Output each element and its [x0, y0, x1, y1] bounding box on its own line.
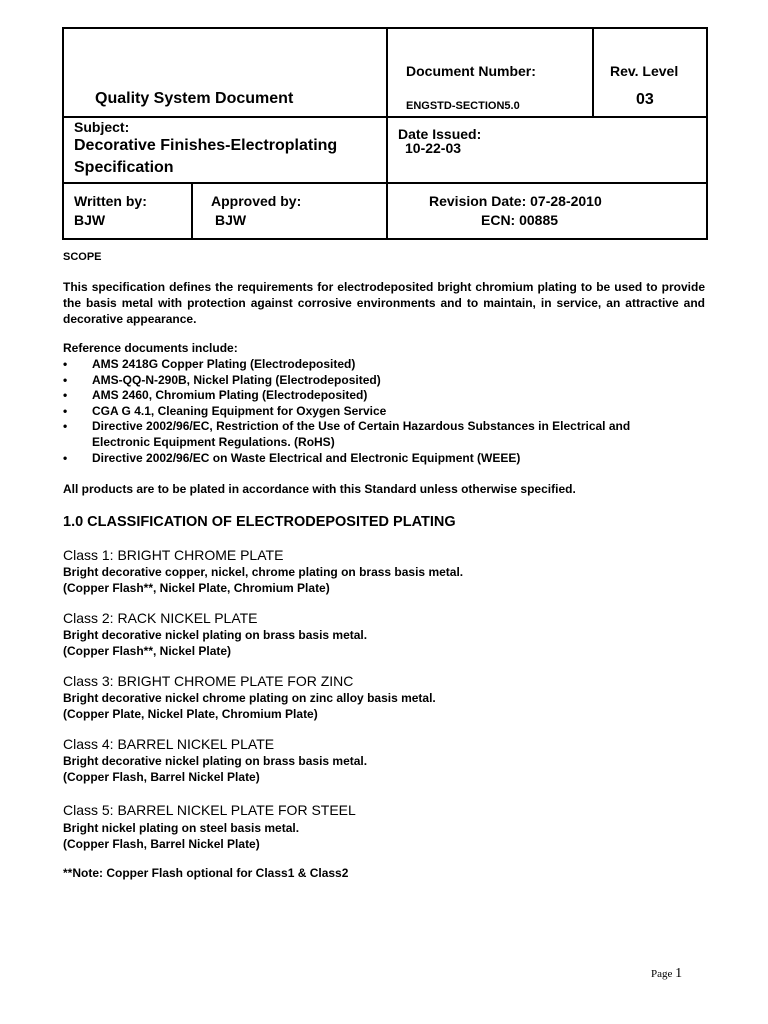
- header-divider-1: [64, 116, 706, 118]
- reference-text: AMS 2418G Copper Plating (Electrodeposited): [92, 357, 356, 371]
- bullet-icon: •: [63, 419, 68, 434]
- revision-date: Revision Date: 07-28-2010: [429, 193, 602, 209]
- subject-line-2: Specification: [74, 159, 174, 176]
- header-column-divider-rev: [592, 29, 594, 116]
- class-2-description: Bright decorative nickel plating on brass basis metal.: [63, 628, 368, 642]
- bullet-icon: •: [63, 357, 68, 371]
- classification-heading: 1.0 CLASSIFICATION OF ELECTRODEPOSITED PLATING: [63, 514, 456, 530]
- subject-line-1: Decorative Finishes-Electroplating: [74, 137, 338, 154]
- list-item: [63, 451, 705, 467]
- bullet-icon: •: [63, 450, 68, 465]
- ecn-number: ECN: 00885: [481, 212, 559, 228]
- document-title: Quality System Document: [95, 90, 294, 107]
- bullet-icon: •: [63, 403, 68, 418]
- document-number-label: Document Number:: [406, 63, 536, 79]
- class-2-layers: (Copper Flash**, Nickel Plate): [63, 644, 232, 658]
- copper-flash-note: **Note: Copper Flash optional for Class1 & Class2: [63, 866, 349, 880]
- reference-text: CGA G 4.1, Cleaning Equipment for Oxygen Service: [92, 403, 387, 418]
- header-divider-2: [64, 182, 706, 184]
- header-column-divider-main: [386, 29, 388, 238]
- class-2-title: Class 2: RACK NICKEL PLATE: [63, 610, 258, 626]
- list-item: [63, 357, 705, 373]
- page-label: Page: [651, 968, 673, 980]
- bullet-icon: •: [63, 372, 68, 387]
- class-5-title: Class 5: BARREL NICKEL PLATE FOR STEEL: [63, 802, 356, 818]
- reference-text: Directive 2002/96/EC, Restriction of the Use of Certain Hazardous Substances in Electrical and Electronic Equipment Regulations. (RoHS): [92, 419, 631, 449]
- document-number: ENGSTD-SECTION5.0: [406, 100, 520, 112]
- scope-text: This specification defines the requirements for electrodeposited bright chromium plating to be used to provide the basis metal with protection against corrosive environments and to maintain, in service, an attractive and decorative appearance.: [63, 280, 705, 326]
- subject-label: Subject:: [74, 119, 130, 135]
- reference-text: AMS 2460, Chromium Plating (Electrodeposited): [92, 388, 368, 403]
- page-number-value: 1: [675, 966, 683, 981]
- class-1-layers: (Copper Flash**, Nickel Plate, Chromium Plate): [63, 581, 330, 595]
- date-issued: 10-22-03: [405, 140, 462, 156]
- reference-text: Directive 2002/96/EC on Waste Electrical and Electronic Equipment (WEEE): [92, 450, 521, 465]
- page-number: [651, 966, 682, 982]
- bullet-icon: •: [63, 388, 68, 403]
- class-1-title: Class 1: BRIGHT CHROME PLATE: [63, 547, 284, 563]
- class-4-layers: (Copper Flash, Barrel Nickel Plate): [63, 770, 260, 784]
- reference-text: AMS-QQ-N-290B, Nickel Plating (Electrodeposited): [92, 372, 381, 387]
- rev-level-label: Rev. Level: [610, 63, 679, 79]
- references-intro: Reference documents include:: [63, 341, 238, 355]
- list-item: [63, 404, 705, 420]
- approved-by-label: Approved by:: [211, 193, 302, 209]
- approved-by: BJW: [215, 212, 247, 228]
- reference-list: [63, 357, 705, 466]
- scope-heading: SCOPE: [63, 251, 102, 263]
- written-by-label: Written by:: [74, 193, 147, 209]
- class-5-layers: (Copper Flash, Barrel Nickel Plate): [63, 837, 260, 851]
- class-3-layers: (Copper Plate, Nickel Plate, Chromium Plate): [63, 707, 318, 721]
- class-5-description: Bright nickel plating on steel basis metal.: [63, 821, 300, 835]
- document-header-table: [62, 27, 708, 240]
- class-1-description: Bright decorative copper, nickel, chrome plating on brass basis metal.: [63, 565, 464, 579]
- class-3-description: Bright decorative nickel chrome plating on zinc alloy basis metal.: [63, 691, 436, 705]
- list-item: [63, 388, 705, 404]
- class-4-description: Bright decorative nickel plating on brass basis metal.: [63, 754, 368, 768]
- list-item: [63, 373, 705, 389]
- rev-level: 03: [636, 91, 654, 108]
- list-item: [63, 419, 682, 450]
- class-4-title: Class 4: BARREL NICKEL PLATE: [63, 736, 275, 752]
- written-by: BJW: [74, 212, 106, 228]
- date-issued-label: Date Issued:: [398, 126, 482, 142]
- class-3-title: Class 3: BRIGHT CHROME PLATE FOR ZINC: [63, 673, 354, 689]
- header-column-divider-written: [191, 182, 193, 238]
- standard-note: All products are to be plated in accordance with this Standard unless otherwise specified.: [63, 482, 576, 496]
